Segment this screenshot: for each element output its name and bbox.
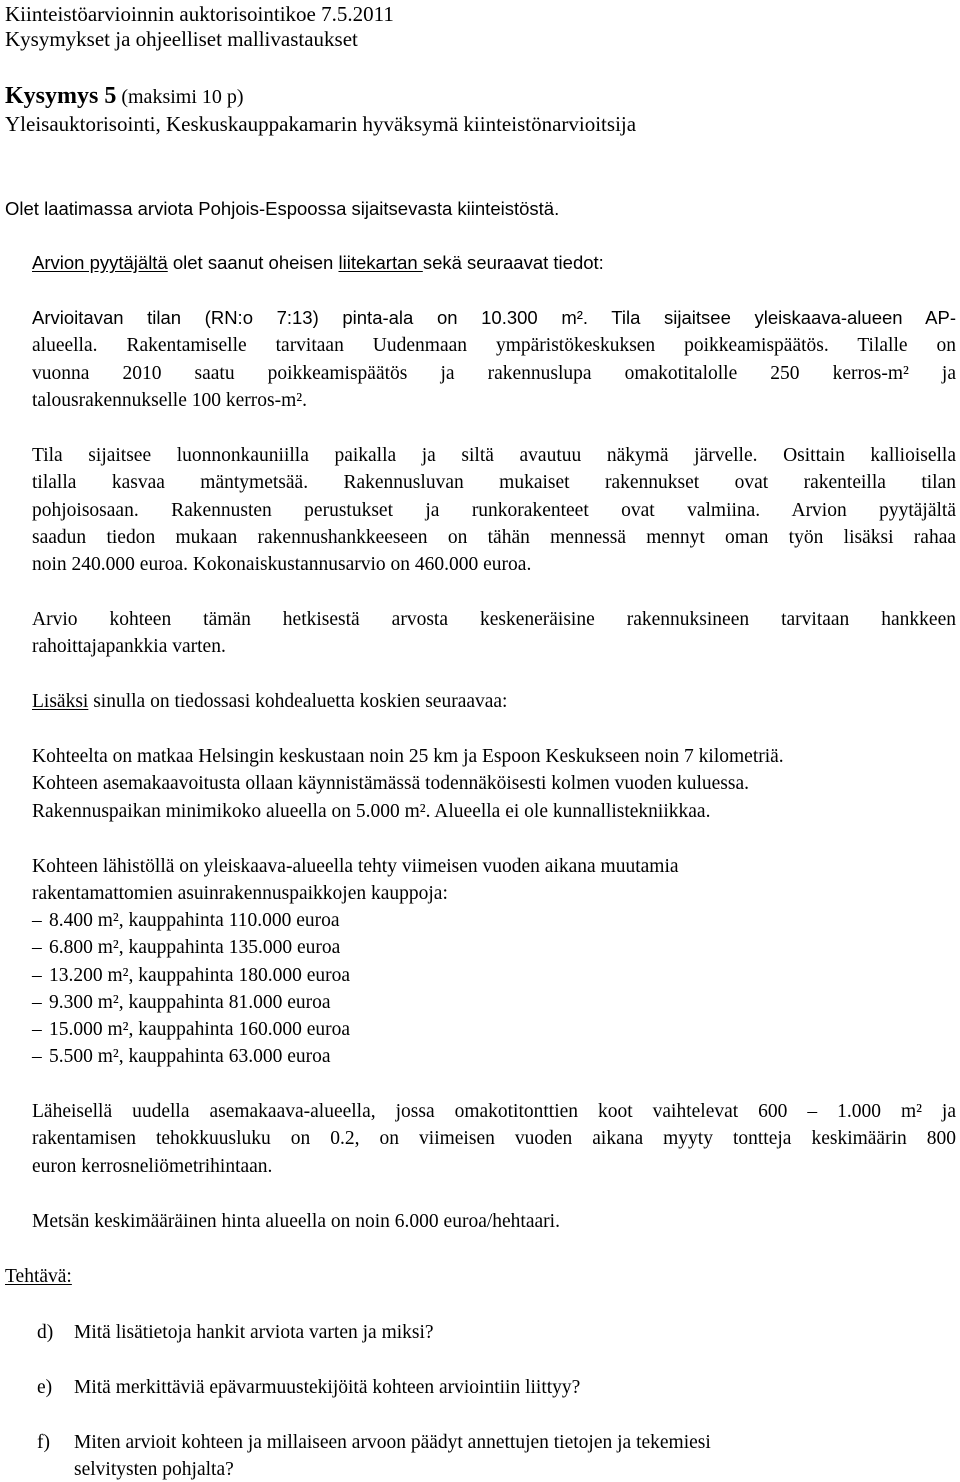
para1-line3: vuonna 2010 saatu poikkeamispäätös ja rakennuslupa omakotitalolle 250 kerros-m² ja	[32, 363, 956, 384]
para4-line2: Kohteen asemakaavoitusta ollaan käynnistämässä todennäköisesti kolmen vuoden kuluessa.	[32, 773, 749, 794]
para3-line2: rahoittajapankkia varten.	[32, 636, 226, 657]
question-title: Kysymys 5	[5, 83, 117, 109]
para5-line1: Kohteen lähistöllä on yleiskaava-alueella tehty viimeisen vuoden aikana muutamia	[32, 856, 679, 877]
sale-text: 6.800 m², kauppahinta 135.000 euroa	[49, 937, 341, 958]
question-points: (maksimi 10 p)	[116, 86, 244, 108]
client-label: Arvion pyytäjältä	[32, 252, 168, 273]
task-heading: Tehtävä:	[5, 1266, 72, 1287]
task-text: Miten arvioit kohteen ja millaiseen arvoon päädyt annettujen tietojen ja tekemiesi	[74, 1432, 711, 1453]
additional-label: Lisäksi	[32, 691, 89, 712]
para5-line2: rakentamattomien asuinrakennuspaikkojen kauppoja:	[32, 883, 448, 904]
dash-marker: –	[32, 1019, 42, 1040]
list-item	[32, 966, 350, 986]
dash-marker: –	[32, 1046, 42, 1067]
intro-text: Olet laatimassa arviota Pohjois-Espoossa sijaitsevasta kiinteistöstä.	[5, 198, 560, 219]
para2-line2: tilalla kasvaa mäntymetsää. Rakennusluvan mukaiset rakennukset ovat rakenteilla tilan	[32, 472, 956, 493]
para2-line4: saadun tiedon mukaan rakennushankkeeseen on tähän mennessä mennyt oman työn lisäksi rahaa	[32, 527, 956, 548]
question-heading	[5, 84, 244, 108]
para7-text: Metsän keskimääräinen hinta alueella on noin 6.000 euroa/hehtaari.	[32, 1211, 560, 1232]
task-label: d)	[37, 1322, 54, 1343]
para2-line5: noin 240.000 euroa. Kokonaiskustannusarvio on 460.000 euroa.	[32, 554, 532, 575]
dash-marker: –	[32, 992, 42, 1013]
map-attachment-link: liitekartan	[338, 252, 423, 273]
sale-text: 9.300 m², kauppahinta 81.000 euroa	[49, 992, 331, 1013]
para1-line1: Arvioitavan tilan (RN:o 7:13) pinta-ala on 10.300 m². Tila sijaitsee yleiskaava-alueen AP-	[32, 307, 956, 328]
dash-marker: –	[32, 910, 42, 931]
task-label: e)	[37, 1377, 53, 1398]
additional-text: sinulla on tiedossasi kohdealuetta koskien seuraavaa:	[88, 691, 508, 712]
client-text-end: sekä seuraavat tiedot:	[422, 252, 604, 273]
list-item	[32, 993, 331, 1013]
list-item	[32, 1020, 350, 1040]
para4-line1: Kohteelta on matkaa Helsingin keskustaan noin 25 km ja Espoon Keskukseen noin 7 kilometriä.	[32, 746, 784, 767]
document-header-subtitle: Kysymykset ja ohjeelliset mallivastaukset	[5, 27, 358, 51]
para6-line1: Läheisellä uudella asemakaava-alueella, jossa omakotitonttien koot vaihtelevat 600 – 1.000 m² ja	[32, 1101, 956, 1122]
para6-line3: euron kerrosneliömetrihintaan.	[32, 1156, 273, 1177]
question-category: Yleisauktorisointi, Keskuskauppakamarin hyväksymä kiinteistönarvioitsija	[5, 112, 637, 136]
sale-text: 8.400 m², kauppahinta 110.000 euroa	[49, 910, 340, 931]
sale-text: 13.200 m², kauppahinta 180.000 euroa	[49, 965, 350, 986]
list-item	[32, 911, 340, 931]
task-text: Mitä lisätietoja hankit arviota varten ja miksi?	[74, 1322, 434, 1343]
para2-line3: pohjoisosaan. Rakennusten perustukset ja runkorakenteet ovat valmiina. Arvion pyytäjältä	[32, 500, 956, 521]
sale-text: 15.000 m², kauppahinta 160.000 euroa	[49, 1019, 350, 1040]
para2-line1: Tila sijaitsee luonnonkauniilla paikalla ja siltä avautuu näkymä järvelle. Osittain kallioisella	[32, 445, 956, 466]
task-label: f)	[37, 1432, 50, 1453]
task-text: Mitä merkittäviä epävarmuustekijöitä kohteen arviointiin liittyy?	[74, 1377, 581, 1398]
client-info-line	[32, 254, 604, 273]
list-item	[32, 938, 340, 958]
dash-marker: –	[32, 937, 42, 958]
dash-marker: –	[32, 965, 42, 986]
para1-line2: alueella. Rakentamiselle tarvitaan Uudenmaan ympäristökeskuksen poikkeamispäätös. Tilalle on	[32, 335, 956, 356]
para6-line2: rakentamisen tehokkuusluku on 0.2, on viimeisen vuoden aikana myyty tontteja keskimäärin 800	[32, 1128, 956, 1149]
sale-text: 5.500 m², kauppahinta 63.000 euroa	[49, 1046, 331, 1067]
para4-line3: Rakennuspaikan minimikoko alueella on 5.000 m². Alueella ei ole kunnallistekniikkaa.	[32, 801, 711, 822]
task-item-d	[37, 1323, 434, 1343]
task-item-f	[37, 1433, 711, 1453]
additional-info-line	[32, 692, 507, 712]
task-item-f-continuation: selvitysten pohjalta?	[74, 1459, 234, 1480]
task-item-e	[37, 1378, 580, 1398]
document-header-title: Kiinteistöarvioinnin auktorisointikoe 7.5.2011	[5, 2, 394, 26]
para1-line4: talousrakennukselle 100 kerros-m².	[32, 390, 307, 411]
client-text: olet saanut oheisen	[167, 252, 339, 273]
para3-line1: Arvio kohteen tämän hetkisestä arvosta keskeneräisine rakennuksineen tarvitaan hankkeen	[32, 609, 956, 630]
list-item	[32, 1047, 331, 1067]
